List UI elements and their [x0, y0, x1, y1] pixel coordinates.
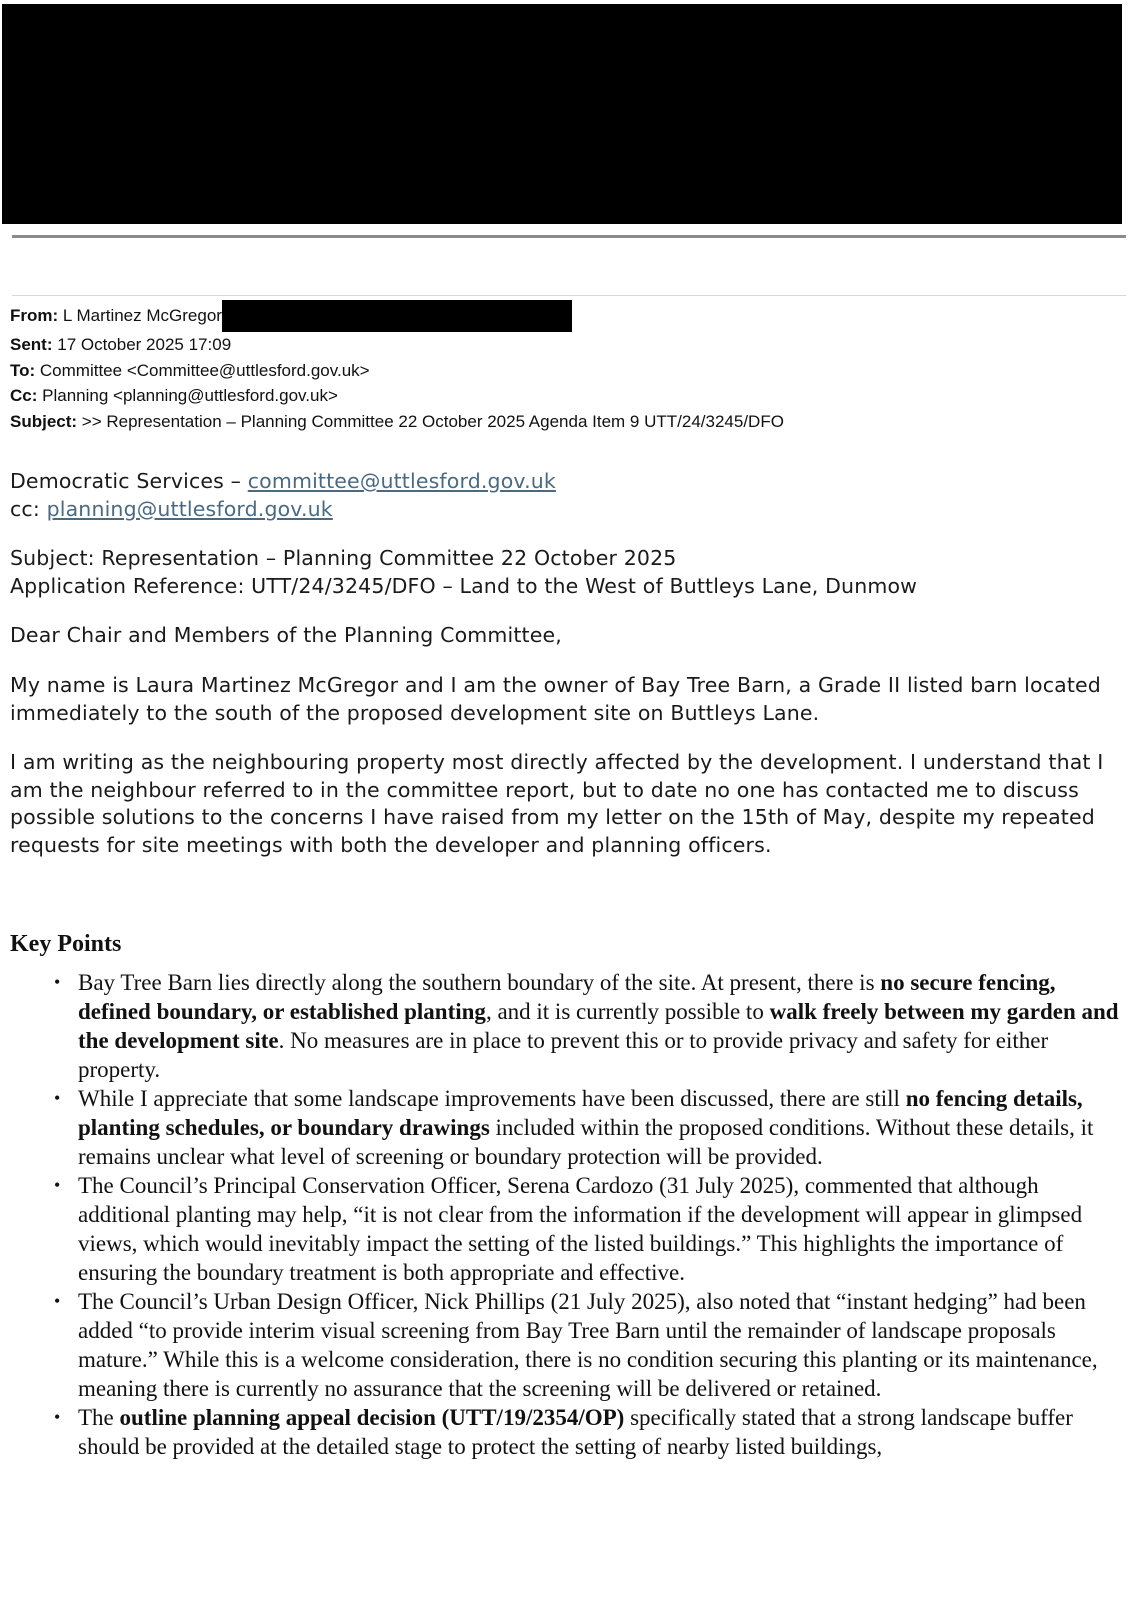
- bullet-icon: •: [54, 1175, 61, 1195]
- letter-subject: Subject: Representation – Planning Committee 22 October 2025: [10, 546, 677, 570]
- cc-label: Cc:: [10, 386, 38, 405]
- salutation: Dear Chair and Members of the Planning Committee,: [10, 623, 562, 647]
- to-label: To:: [10, 360, 36, 380]
- subject-value: >> Representation – Planning Committee 22 October 2025 Agenda Item 9 UTT/24/3245/DFO: [81, 411, 784, 431]
- cc-row: [10, 383, 1120, 409]
- redaction-block-top: [2, 4, 1122, 224]
- context-paragraph: I am writing as the neighbouring property most directly affected by the development. I understand that I am the neighbour referred to in the committee report, but to date no one has contacted me to discuss possible solutions to the concerns I have raised from my letter on the 15th of May, despite my repeated requests for site meetings with both the developer and planning officers.: [10, 750, 1104, 857]
- address-block: [10, 468, 1120, 523]
- header-divider: [12, 235, 1126, 238]
- bullet-icon: •: [54, 972, 61, 992]
- subject-label: Subject:: [10, 411, 78, 431]
- header-divider-light: [12, 295, 1126, 296]
- from-row: [10, 303, 1120, 332]
- cc-prefix: cc:: [10, 496, 47, 521]
- cc-line: [10, 496, 1120, 524]
- list-item: • The Council’s Principal Conservation Officer, Serena Cardozo (31 July 2025), commented that although additional planting may help, “it is not clear from the information if the development will appear in glimpsed views, which would inevitably impact the setting of the listed buildings.” This highlights the importance of ensuring the boundary treatment is both appropriate and effective.: [54, 1173, 1083, 1285]
- sent-value: 17 October 2025 17:09: [57, 335, 232, 354]
- list-item: • While I appreciate that some landscape improvements have been discussed, there are still no fencing details, planting schedules, or boundary drawings included within the proposed conditions. Without these details, it remains unclear what level of screening or boundary protection will be provided.: [54, 1086, 1094, 1169]
- addressee-line: [10, 468, 1120, 496]
- list-item: • The outline planning appeal decision (UTT/19/2354/OP) specifically stated that a strong landscape buffer should be provided at the detailed stage to protect the setting of nearby listed buildings,: [54, 1405, 1073, 1459]
- cc-value: Planning <planning@uttlesford.gov.uk>: [42, 386, 338, 405]
- email-header: [10, 303, 1120, 434]
- sent-label: Sent:: [10, 335, 53, 354]
- redaction-block-email: [222, 300, 572, 332]
- to-row: [10, 358, 1120, 384]
- application-reference: Application Reference: UTT/24/3245/DFO – Land to the West of Buttleys Lane, Dunmow: [10, 573, 918, 598]
- list-item: • Bay Tree Barn lies directly along the southern boundary of the site. At present, there is no secure fencing, defined boundary, or established planting, and it is currently possible to walk freely between my garden and the development site. No measures are in place to prevent this or to provide privacy and safety for either property.: [54, 970, 1119, 1082]
- key-points-heading: Key Points: [10, 931, 122, 957]
- bullet-icon: •: [54, 1407, 61, 1427]
- planning-email-link[interactable]: planning@uttlesford.gov.uk: [46, 496, 333, 521]
- from-label: From:: [10, 306, 59, 325]
- subject-row: [10, 409, 1120, 435]
- intro-paragraph: My name is Laura Martinez McGregor and I am the owner of Bay Tree Barn, a Grade II listed barn located immediately to the south of the proposed development site on Buttleys Lane.: [10, 673, 1101, 725]
- committee-email-link[interactable]: committee@uttlesford.gov.uk: [247, 469, 556, 493]
- key-points-list: [52, 968, 1122, 1461]
- sent-row: [10, 332, 1120, 358]
- from-value: L Martinez McGregor: [62, 306, 222, 325]
- list-item: • The Council’s Urban Design Officer, Nick Phillips (21 July 2025), also noted that “instant hedging” had been added “to provide interim visual screening from Bay Tree Barn until the remainder of landscape proposals mature.” While this is a welcome consideration, there is no condition securing this planting or its maintenance, meaning there is currently no assurance that the screening will be delivered or retained.: [54, 1289, 1098, 1401]
- addressee-prefix: Democratic Services –: [10, 469, 248, 493]
- bullet-icon: •: [54, 1291, 61, 1311]
- bullet-icon: •: [54, 1088, 61, 1108]
- subject-block: [10, 545, 1120, 600]
- to-value: Committee <Committee@uttlesford.gov.uk>: [39, 360, 370, 380]
